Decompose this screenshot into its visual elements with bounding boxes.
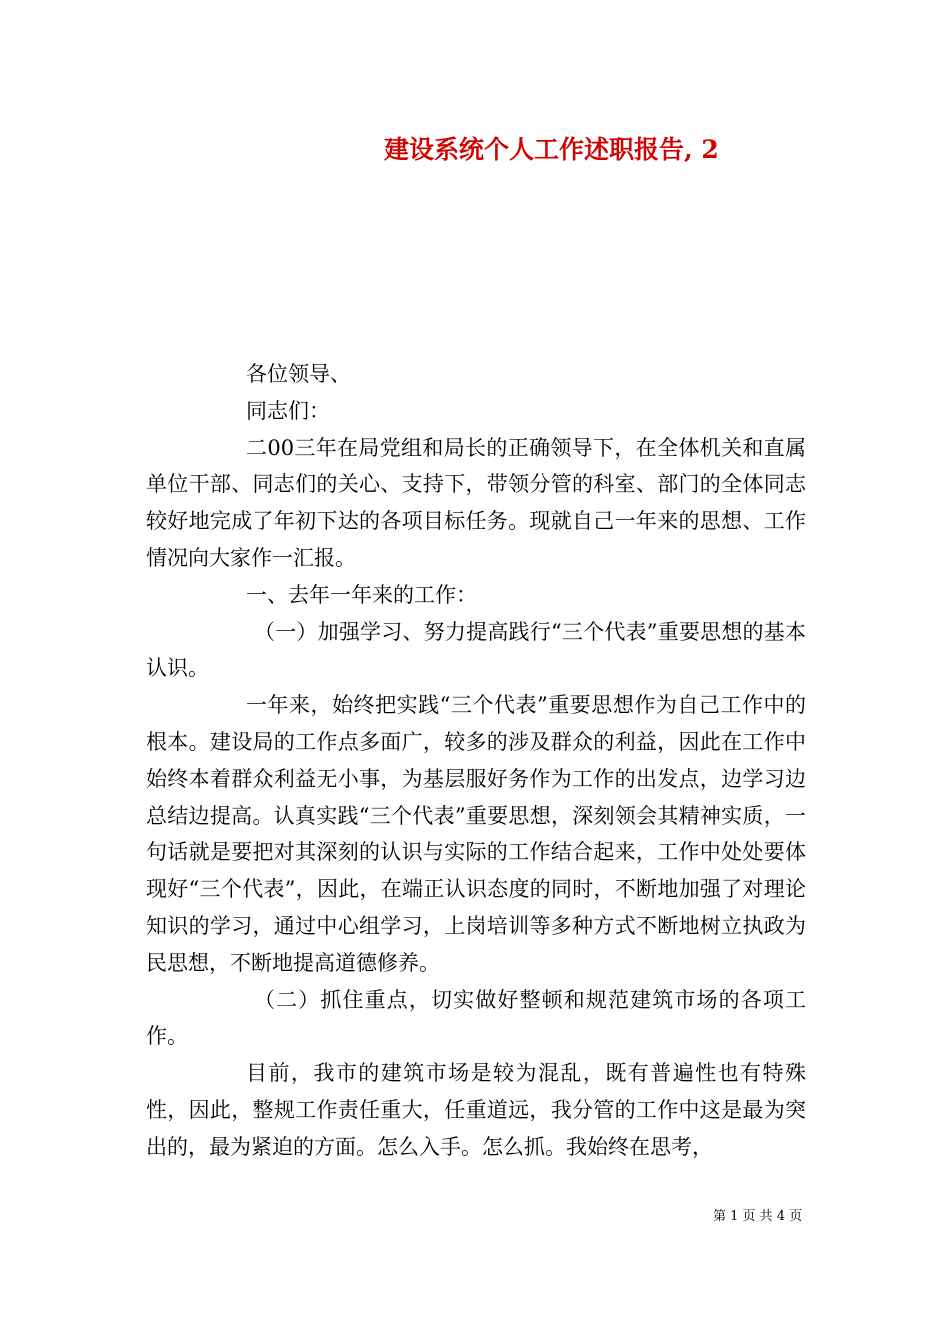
document-title: 建设系统个人工作述职报告, 2 [384, 135, 719, 164]
intro-paragraph: 二00三年在局党组和局长的正确领导下，在全体机关和直属单位干部、同志们的关心、支持下，带领分管的科室、部门的全体同志较好地完成了年初下达的各项目标任务。现就自己一年来的思想、工作情况向大家作一汇报。 [146, 435, 806, 570]
section-heading: 一、去年一年来的工作： [246, 582, 477, 607]
body-paragraph: 一年来，始终把实践“三个代表”重要思想作为自己工作中的根本。建设局的工作点多面广，较多的涉及群众的利益，因此在工作中始终本着群众利益无小事，为基层服好务作为工作的出发点，边学习边总结边提高。认真实践“三个代表”重要思想，深刻领会其精神实质，一句话就是要把对其深刻的认识与实际的工作结合起来，工作中处处要体现好“三个代表”，因此，在端正认识态度的同时，不断地加强了对理论知识的学习，通过中心组学习，上岗培训等多种方式不断地树立执政为民思想，不断地提高道德修养。 [146, 693, 806, 975]
page-number: 第 1 页 共 4 页 [713, 1209, 803, 1224]
salutation-line: 各位领导、 [246, 362, 351, 386]
subsection-heading: （一）加强学习、努力提高践行“三个代表”重要思想的基本认识。 [146, 619, 806, 681]
document-body [146, 356, 806, 1166]
salutation-line: 同志们： [246, 398, 330, 423]
subsection-heading: （二）抓住重点，切实做好整顿和规范建筑市场的各项工作。 [146, 987, 806, 1049]
body-paragraph: 目前，我市的建筑市场是较为混乱，既有普遍性也有特殊性，因此，整规工作责任重大，任重道远，我分管的工作中这是最为突出的，最为紧迫的方面。怎么入手。怎么抓。我始终在思考， [146, 1061, 806, 1159]
